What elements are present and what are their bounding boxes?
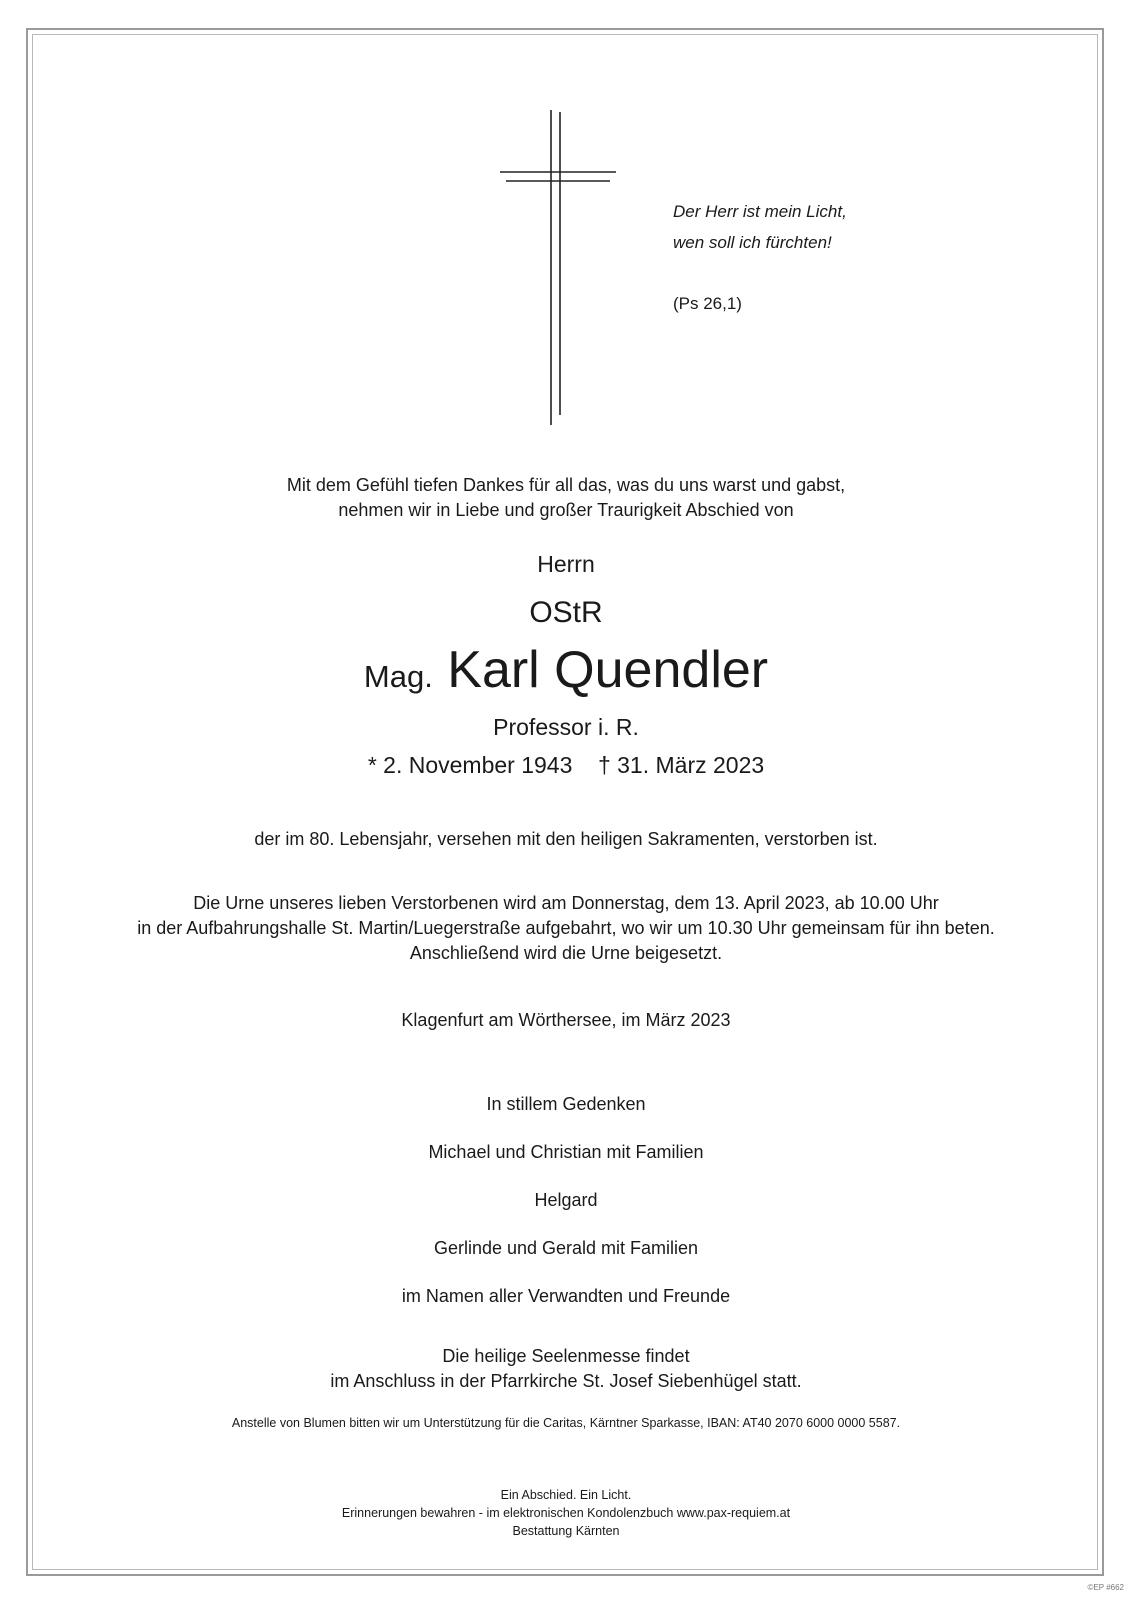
mourner-line: In stillem Gedenken bbox=[486, 1094, 646, 1114]
intro-line-1: Mit dem Gefühl tiefen Dankes für all das, was du uns warst und gabst, bbox=[286, 475, 846, 495]
place-date: Klagenfurt am Wörthersee, im März 2023 bbox=[401, 1010, 731, 1030]
footer-line-3: Bestattung Kärnten bbox=[512, 1524, 620, 1538]
mourner-line: Helgard bbox=[534, 1190, 598, 1210]
birth-date: * 2. November 1943 bbox=[367, 752, 573, 778]
life-dates bbox=[0, 752, 1132, 779]
burial-line-2: in der Aufbahrungshalle St. Martin/Luegerstraße aufgebahrt, wo wir um 10.30 Uhr gemeinsam für ihn beten. bbox=[137, 918, 995, 938]
mass-info bbox=[0, 1344, 1132, 1394]
academic-title: OStR bbox=[529, 596, 603, 629]
salutation: Herrn bbox=[537, 551, 595, 577]
deceased-name bbox=[0, 640, 1132, 707]
psalm-line-1: Der Herr ist mein Licht, bbox=[673, 202, 847, 221]
print-mark: ©EP #662 bbox=[1087, 1583, 1124, 1592]
psalm-line-2: wen soll ich fürchten! bbox=[673, 233, 832, 252]
cross-icon bbox=[500, 110, 630, 425]
death-date: † 31. März 2023 bbox=[597, 752, 765, 778]
footer bbox=[0, 1486, 1132, 1540]
full-name: Karl Quendler bbox=[447, 641, 769, 699]
mass-line-1: Die heilige Seelenmesse findet bbox=[442, 1346, 690, 1366]
mourner-line: Gerlinde und Gerald mit Familien bbox=[433, 1238, 699, 1258]
burial-line-1: Die Urne unseres lieben Verstorbenen wird am Donnerstag, dem 13. April 2023, ab 10.00 Uhr bbox=[193, 893, 939, 913]
burial-line-3: Anschließend wird die Urne beigesetzt. bbox=[409, 943, 723, 963]
footer-line-1: Ein Abschied. Ein Licht. bbox=[500, 1488, 632, 1502]
intro-line-2: nehmen wir in Liebe und großer Traurigkeit Abschied von bbox=[338, 500, 794, 520]
psalm-reference: (Ps 26,1) bbox=[673, 294, 742, 313]
mourners-list bbox=[0, 1080, 1132, 1320]
burial-info bbox=[0, 891, 1132, 966]
mourner-line: Michael und Christian mit Familien bbox=[428, 1142, 704, 1162]
mass-line-2: im Anschluss in der Pfarrkirche St. Josef Siebenhügel statt. bbox=[330, 1371, 802, 1391]
psalm-quote bbox=[673, 196, 847, 319]
profession: Professor i. R. bbox=[493, 714, 639, 740]
mourner-line: im Namen aller Verwandten und Freunde bbox=[401, 1286, 731, 1306]
age-statement: der im 80. Lebensjahr, versehen mit den heiligen Sakramenten, verstorben ist. bbox=[254, 829, 878, 849]
donation-note: Anstelle von Blumen bitten wir um Unterstützung für die Caritas, Kärntner Sparkasse, IBAN: AT40 2070 6000 0000 5587. bbox=[231, 1416, 901, 1430]
name-prefix: Mag. bbox=[363, 659, 433, 694]
intro-text bbox=[0, 473, 1132, 523]
footer-line-2: Erinnerungen bewahren - im elektronischen Kondolenzbuch www.pax-requiem.at bbox=[341, 1506, 791, 1520]
